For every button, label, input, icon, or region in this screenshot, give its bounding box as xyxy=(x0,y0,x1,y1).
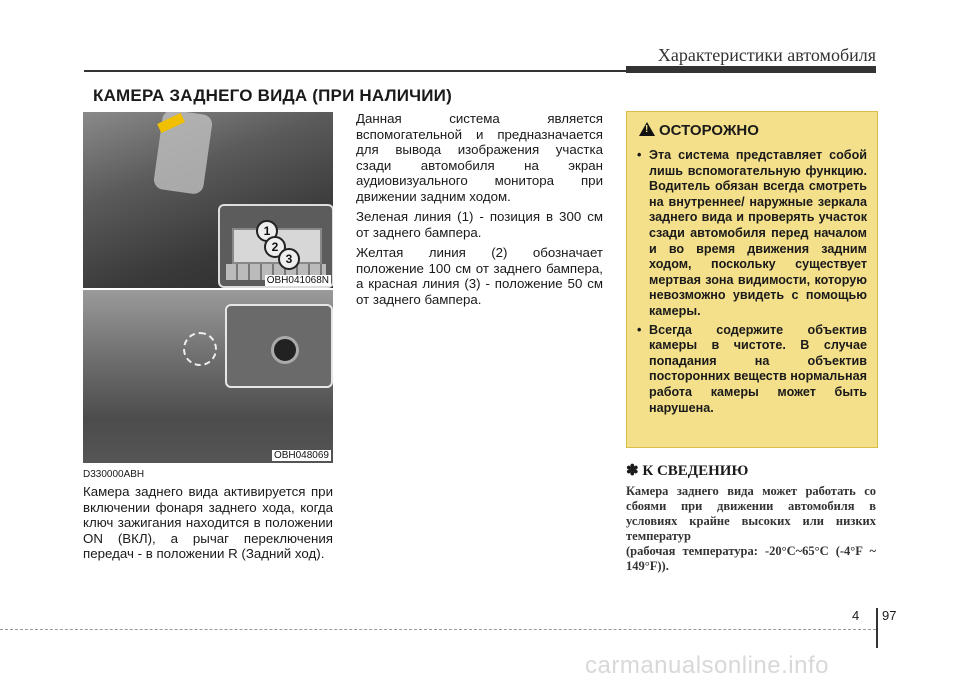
note-line: (рабочая температура: -20°C~65°C (-4°F ~ 149°F)). xyxy=(626,544,876,573)
note-title: ✽ К СВЕДЕНИЮ xyxy=(626,463,749,479)
warning-heading xyxy=(639,122,759,139)
watermark: carmanualsonline.info xyxy=(585,652,829,679)
camera-inset xyxy=(225,304,333,388)
warning-triangle-icon xyxy=(639,122,655,136)
warning-list xyxy=(637,148,867,419)
description-column xyxy=(356,111,603,312)
camera-lens-icon xyxy=(271,336,299,364)
yellow-red-line-paragraph: Желтая линия (2) обозначает положение 100 см от заднего бампера, а красная линия (3) - положение 50 см от заднего бампера. xyxy=(356,245,603,307)
warning-item: • Всегда содержите объектив камеры в чистоте. В случае попадания на объектив посторонних веществ нормальная работа камеры может быть нарушена. xyxy=(637,323,867,417)
shifter-photo xyxy=(83,112,333,288)
activation-text: Камера заднего вида активируется при включении фонаря заднего хода, когда ключ зажигания находится в положении ON (ВКЛ), а рычаг переключения передач - в положении R (Задний ход). xyxy=(83,484,333,561)
chapter-number: 4 xyxy=(852,608,860,623)
warning-box xyxy=(626,111,878,448)
callout-1: 1 xyxy=(256,220,278,242)
note-line: Камера заднего вида может работать со сбоями при движении автомобиля в условиях крайне высоких или низких температур xyxy=(626,484,876,543)
note-body xyxy=(626,484,876,574)
callout-3: 3 xyxy=(278,248,300,270)
green-line-paragraph: Зеленая линия (1) - позиция в 300 см от заднего бампера. xyxy=(356,209,603,240)
footer-rule xyxy=(0,629,876,630)
page-number: 97 xyxy=(882,608,897,623)
page-separator xyxy=(876,608,878,648)
running-header: Характеристики автомобиля xyxy=(657,45,876,65)
activation-paragraph xyxy=(83,484,333,567)
warning-title: ОСТОРОЖНО xyxy=(659,122,759,139)
warning-item: • Эта система представляет собой лишь вспомогательную функцию. Водитель обязан всегда смотреть на внутреннее/ наружные зеркала заднего вида и проверять участок сзади автомобиля перед началом и во время движения задним ходом, поскольку существует мертвая зона видимости, которую невозможно увидеть с помощью камеры. xyxy=(637,148,867,320)
header-rule xyxy=(84,70,876,72)
callout-2: 2 xyxy=(264,236,286,258)
camera-location-marker xyxy=(183,332,217,366)
section-code: D330000ABH xyxy=(83,469,145,480)
figure-1-label: OBH041068N xyxy=(266,275,329,286)
rear-camera-photo xyxy=(83,290,333,463)
section-title: КАМЕРА ЗАДНЕГО ВИДА (ПРИ НАЛИЧИИ) xyxy=(93,86,452,105)
figure-2-label: OBH048069 xyxy=(273,450,329,461)
description-paragraph: Данная система является вспомогательной и предназначается для вывода изображения участка сзади автомобиля на экран аудиовизуального монитора при движении задним ходом. xyxy=(356,111,603,204)
